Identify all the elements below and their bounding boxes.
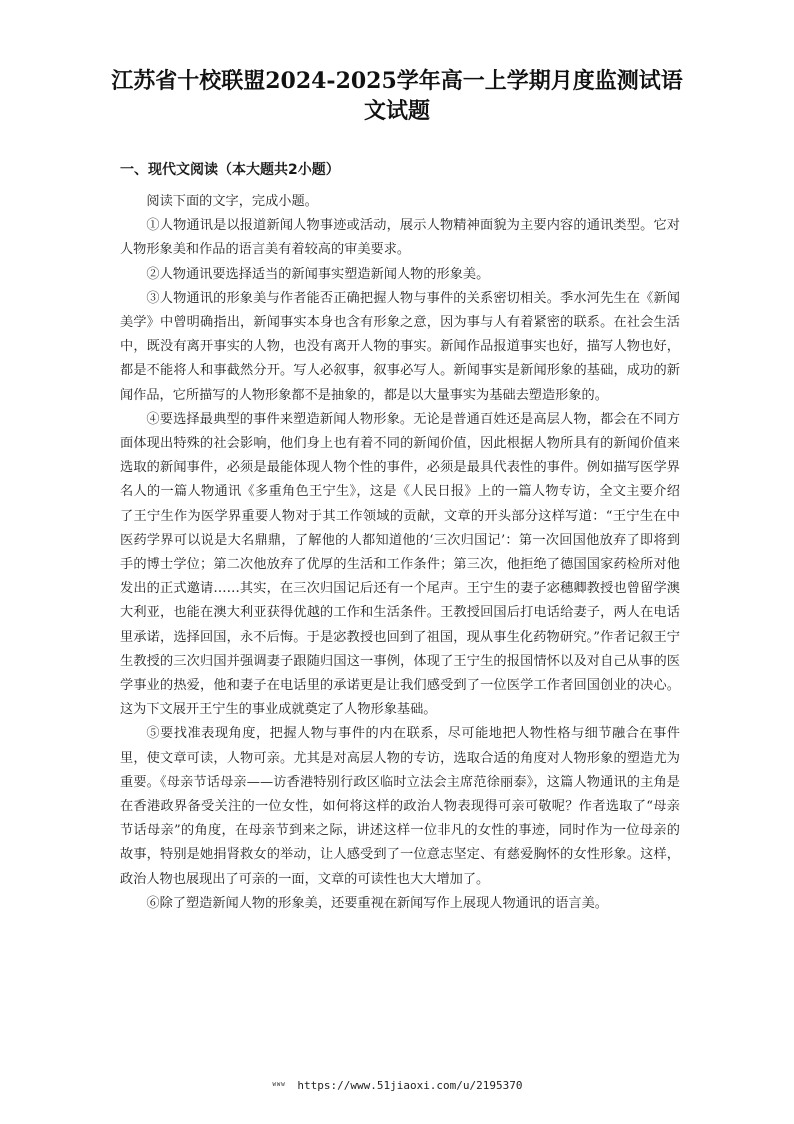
paragraph-3: ③人物通讯的形象美与作者能否正确把握人物与事件的关系密切相关。季水河先生在《新闻美学》中曾明确指出，新闻事实本身也含有形象之意，因为事与人有着紧密的联系。在社会生活中，既没有离开事实的人物，也没有离开人物的事实。新闻作品报道事实也好，描写人物也好，都是不能将人和事截然分开。写人必叙事，叙事必写人。新闻事实是新闻形象的基础，成功的新闻作品，它所描写的人物形象都不是抽象的，都是以大量事实为基础去塑造形象的。 bbox=[120, 290, 680, 403]
page-title bbox=[110, 66, 684, 126]
footer-url-link[interactable]: https://www.51jiaoxi.com/u/2195370 bbox=[297, 1079, 523, 1092]
paragraph-5: ⑤要找准表现角度，把握人物与事件的内在联系，尽可能地把人物性格与细节融合在事件里，使文章可读，人物可亲。尤其是对高层人物的专访，选取合适的角度对人物形象的塑造尤为重要。《母亲节话母亲——访香港特别行政区临时立法会主席范徐丽泰》，这篇人物通讯的主角是在香港政界备受关注的一位女性，如何将这样的政治人物表现得可亲可敬呢？作者选取了“母亲节话母亲”的角度，在母亲节到来之际，讲述这样一位非凡的女性的事迹，同时作为一位母亲的故事，特别是她捐肾救女的举动，让人感受到了一位意志坚定、有慈爱胸怀的女性形象。这样，政治人物也展现出了可亲的一面，文章的可读性也大大增加了。 bbox=[120, 726, 680, 887]
page-footer bbox=[0, 1079, 794, 1092]
section-heading: 一、现代文阅读（本大题共2小题） bbox=[120, 162, 340, 178]
watermark-logo-icon: ᵂᵂᵂ bbox=[271, 1082, 285, 1092]
paragraph-intro: 阅读下面的文字，完成小题。 bbox=[146, 194, 318, 209]
title-line-2: 文试题 bbox=[363, 98, 430, 124]
article-body bbox=[120, 190, 680, 916]
title-line-1: 江苏省十校联盟2024-2025学年高一上学期月度监测试语 bbox=[111, 68, 683, 94]
paragraph-6: ⑥除了塑造新闻人物的形象美，还要重视在新闻写作上展现人物通讯的语言美。 bbox=[146, 895, 608, 911]
paragraph-4: ④要选择最典型的事件来塑造新闻人物形象。无论是普通百姓还是高层人物，都会在不同方面体现出特殊的社会影响，他们身上也有着不同的新闻价值，因此根据人物所具有的新闻价值来选取的新闻事件，必须是最能体现人物个性的事件，必须是最具代表性的事件。例如描写医学界名人的一篇人物通讯《多重角色王宁生》，这是《人民日报》上的一篇人物专访，全文主要介绍了王宁生作为医学界重要人物对于其工作领域的贡献，文章的开头部分这样写道：“王宁生在中医药学界可以说是大名鼎鼎，了解他的人都知道他的‘三次归国记’：第一次回国他放弃了即将到手的博士学位；第二次他放弃了优厚的生活和工作条件；第三次，他拒绝了德国国家药检所对他发出的正式邀请……其实，在三次归国记后还有一个尾声。王宁生的妻子宓穗卿教授也曾留学澳大利亚，也能在澳大利亚获得优越的工作和生活条件。王教授回国后打电话给妻子，两人在电话里承诺，选择回国，永不后悔。于是宓教授也回到了祖国，现从事生化药物研究。”作者记叙王宁生教授的三次归国并强调妻子跟随归国这一事例，体现了王宁生的报国情怀以及对自己从事的医学事业的热爱，他和妻子在电话里的承诺更是让我们感受到了一位医学工作者回国创业的决心。这为下文展开王宁生的事业成就奠定了人物形象基础。 bbox=[120, 411, 680, 718]
paragraph-1: ①人物通讯是以报道新闻人物事迹或活动，展示人物精神面貌为主要内容的通讯类型。它对人物形象美和作品的语言美有着较高的审美要求。 bbox=[120, 218, 680, 258]
paragraph-2: ②人物通讯要选择适当的新闻事实塑造新闻人物的形象美。 bbox=[146, 266, 490, 282]
